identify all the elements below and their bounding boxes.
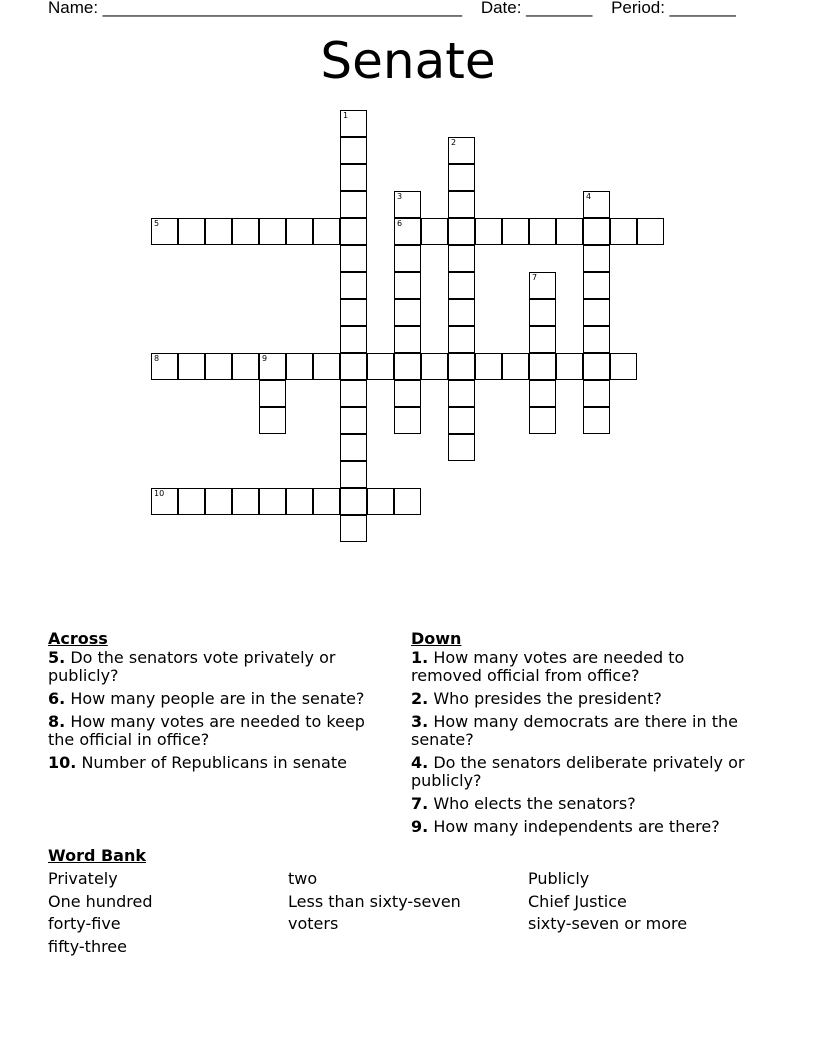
crossword-cell[interactable] [178, 218, 205, 245]
crossword-cell[interactable] [448, 299, 475, 326]
crossword-cell[interactable] [232, 353, 259, 380]
word-bank-item: voters [288, 914, 339, 934]
cell-number: 7 [532, 273, 538, 282]
crossword-cell[interactable] [340, 191, 367, 218]
clue-text: Who elects the senators? [433, 794, 636, 813]
crossword-cell[interactable] [205, 488, 232, 515]
crossword-cell[interactable] [529, 218, 556, 245]
crossword-cell[interactable] [475, 218, 502, 245]
cell-number: 4 [586, 192, 592, 201]
crossword-cell[interactable] [340, 110, 367, 137]
crossword-cell[interactable] [583, 272, 610, 299]
crossword-cell[interactable] [610, 353, 637, 380]
down-clue [411, 795, 756, 813]
crossword-cell[interactable] [448, 191, 475, 218]
crossword-cell[interactable] [448, 272, 475, 299]
crossword-cell[interactable] [448, 407, 475, 434]
crossword-cell[interactable] [529, 272, 556, 299]
word-bank-item: fifty-three [48, 937, 127, 957]
crossword-cell[interactable] [475, 353, 502, 380]
word-bank-item: Privately [48, 869, 118, 888]
clue-text: How many votes are needed to removed official from office? [411, 648, 685, 685]
clue-text: How many people are in the senate? [70, 689, 365, 708]
clue-text: How many independents are there? [433, 817, 720, 836]
down-clue [411, 649, 756, 685]
crossword-cell[interactable] [448, 434, 475, 461]
crossword-cell[interactable] [151, 353, 178, 380]
word-bank-column-2 [288, 868, 461, 936]
crossword-cell[interactable] [502, 218, 529, 245]
crossword-cell[interactable] [232, 488, 259, 515]
clue-number: 5. [48, 648, 66, 667]
crossword-cell[interactable] [313, 353, 340, 380]
down-clues [411, 630, 756, 841]
crossword-cell[interactable] [448, 218, 475, 245]
across-clue [48, 713, 388, 749]
clue-text: Do the senators vote privately or publicly? [48, 648, 336, 685]
word-bank-item: Chief Justice [528, 891, 627, 911]
crossword-cell[interactable] [448, 245, 475, 272]
page-title: Senate [320, 32, 496, 90]
crossword-cell[interactable] [340, 461, 367, 488]
crossword-cell[interactable] [448, 380, 475, 407]
down-clue [411, 818, 756, 836]
cell-number: 5 [154, 219, 160, 228]
across-clue [48, 649, 388, 685]
crossword-cell[interactable] [394, 299, 421, 326]
word-bank [48, 846, 146, 866]
crossword-cell[interactable] [583, 326, 610, 353]
crossword-cell[interactable] [394, 353, 421, 380]
down-heading: Down [411, 629, 462, 648]
crossword-cell[interactable] [259, 488, 286, 515]
crossword-cell[interactable] [529, 353, 556, 380]
clue-text: How many democrats are there in the senate? [411, 712, 738, 749]
clue-number: 6. [48, 689, 66, 708]
crossword-cell[interactable] [583, 380, 610, 407]
crossword-cell[interactable] [529, 299, 556, 326]
crossword-cell[interactable] [421, 218, 448, 245]
crossword-cell[interactable] [421, 353, 448, 380]
crossword-cell[interactable] [556, 353, 583, 380]
clue-number: 2. [411, 689, 429, 708]
cell-number: 9 [262, 354, 268, 363]
clue-number: 8. [48, 712, 66, 731]
cell-number: 1 [343, 111, 349, 120]
date-field[interactable]: Date: _______ [480, 0, 593, 17]
name-field[interactable]: Name: ______________________________________ [48, 0, 463, 17]
across-clue [48, 690, 388, 708]
cell-number: 6 [397, 219, 403, 228]
period-field[interactable]: Period: _______ [611, 0, 736, 17]
crossword-cell[interactable] [340, 137, 367, 164]
cell-number: 10 [154, 489, 165, 498]
crossword-cell[interactable] [394, 326, 421, 353]
crossword-cell[interactable] [448, 164, 475, 191]
crossword-cell[interactable] [394, 380, 421, 407]
crossword-cell[interactable] [394, 245, 421, 272]
word-bank-column-3 [528, 868, 687, 936]
crossword-cell[interactable] [340, 407, 367, 434]
crossword-cell[interactable] [286, 353, 313, 380]
crossword-cell[interactable] [340, 353, 367, 380]
crossword-cell[interactable] [583, 191, 610, 218]
clue-number: 9. [411, 817, 429, 836]
crossword-cell[interactable] [340, 245, 367, 272]
across-heading: Across [48, 629, 108, 648]
crossword-cell[interactable] [340, 326, 367, 353]
crossword-cell[interactable] [340, 515, 367, 542]
crossword-cell[interactable] [259, 353, 286, 380]
across-clue [48, 754, 388, 772]
crossword-cell[interactable] [394, 191, 421, 218]
word-bank-item: forty-five [48, 914, 121, 934]
crossword-cell[interactable] [340, 434, 367, 461]
clue-number: 4. [411, 753, 429, 772]
crossword-cell[interactable] [259, 407, 286, 434]
across-clues [48, 630, 388, 777]
crossword-cell[interactable] [610, 218, 637, 245]
crossword-cell[interactable] [637, 218, 664, 245]
crossword-cell[interactable] [340, 218, 367, 245]
crossword-cell[interactable] [502, 353, 529, 380]
clue-number: 7. [411, 794, 429, 813]
clue-text: How many votes are needed to keep the official in office? [48, 712, 365, 749]
crossword-cell[interactable] [367, 488, 394, 515]
crossword-cell[interactable] [259, 380, 286, 407]
cell-number: 3 [397, 192, 403, 201]
word-bank-item: sixty-seven or more [528, 914, 688, 934]
clue-number: 3. [411, 712, 429, 731]
crossword-cell[interactable] [448, 353, 475, 380]
crossword-cell[interactable] [340, 299, 367, 326]
crossword-cell[interactable] [151, 218, 178, 245]
cell-number: 8 [154, 354, 160, 363]
crossword-cell[interactable] [583, 299, 610, 326]
down-clue [411, 713, 756, 749]
crossword-cell[interactable] [151, 488, 178, 515]
crossword-cell[interactable] [529, 407, 556, 434]
crossword-cell[interactable] [178, 488, 205, 515]
word-bank-item: Publicly [528, 869, 590, 888]
crossword-cell[interactable] [178, 353, 205, 380]
down-clue [411, 754, 756, 790]
crossword-cell[interactable] [340, 272, 367, 299]
crossword-cell[interactable] [205, 218, 232, 245]
crossword-cell[interactable] [529, 380, 556, 407]
clue-number: 10. [48, 753, 77, 772]
crossword-cell[interactable] [583, 353, 610, 380]
crossword-cell[interactable] [394, 407, 421, 434]
crossword-cell[interactable] [340, 164, 367, 191]
word-bank-item: two [288, 869, 318, 888]
crossword-cell[interactable] [394, 272, 421, 299]
crossword-cell[interactable] [286, 218, 313, 245]
crossword-cell[interactable] [394, 488, 421, 515]
crossword-cell[interactable] [583, 407, 610, 434]
crossword-cell[interactable] [313, 218, 340, 245]
crossword-cell[interactable] [583, 218, 610, 245]
crossword-cell[interactable] [529, 326, 556, 353]
cell-number: 2 [451, 138, 457, 147]
crossword-cell[interactable] [394, 218, 421, 245]
down-clue [411, 690, 756, 708]
crossword-cell[interactable] [367, 353, 394, 380]
crossword-cell[interactable] [448, 137, 475, 164]
crossword-cell[interactable] [313, 488, 340, 515]
clue-text: Do the senators deliberate privately or publicly? [411, 753, 745, 790]
crossword-cell[interactable] [205, 353, 232, 380]
crossword-cell[interactable] [340, 488, 367, 515]
word-bank-column-1 [48, 868, 152, 959]
word-bank-item: Less than sixty-seven [288, 891, 461, 911]
clue-number: 1. [411, 648, 429, 667]
word-bank-item: One hundred [48, 891, 153, 911]
crossword-cell[interactable] [583, 245, 610, 272]
crossword-cell[interactable] [259, 218, 286, 245]
crossword-cell[interactable] [556, 218, 583, 245]
clue-text: Number of Republicans in senate [81, 753, 347, 772]
word-bank-heading: Word Bank [48, 846, 147, 865]
crossword-cell[interactable] [286, 488, 313, 515]
crossword-cell[interactable] [340, 380, 367, 407]
crossword-cell[interactable] [232, 218, 259, 245]
crossword-cell[interactable] [448, 326, 475, 353]
clue-text: Who presides the president? [433, 689, 662, 708]
